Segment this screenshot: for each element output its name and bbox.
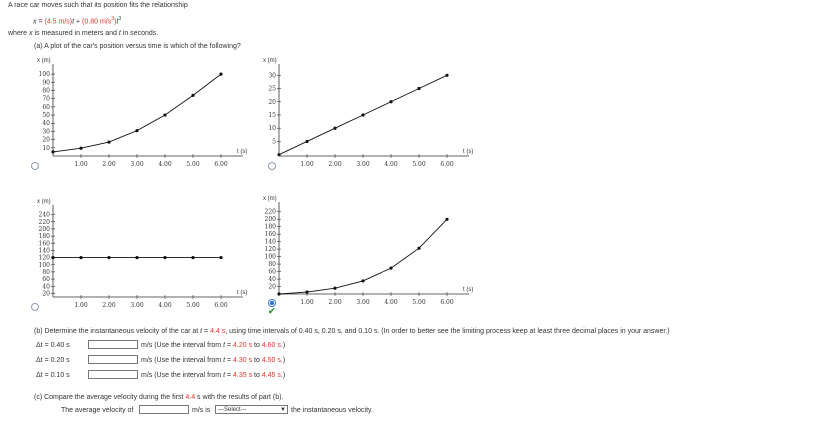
intro-text: A race car moves such that its position fits the relationship: [8, 2, 188, 9]
data-point: [79, 147, 82, 150]
y-tick-label: 80: [42, 268, 50, 276]
delta-t-label: Δt = 0.40 s: [36, 342, 70, 349]
y-tick-label: 5: [272, 138, 276, 146]
data-point: [135, 256, 138, 259]
data-point: [107, 140, 110, 143]
x-tick-label: 3.00: [356, 161, 370, 168]
x-axis-label: t (s): [463, 287, 474, 293]
x-tick-label: 2.00: [328, 299, 342, 306]
data-point: [79, 256, 82, 259]
y-axis-label: x (m): [263, 58, 277, 64]
y-axis-label: x (m): [37, 199, 51, 205]
chevron-down-icon: ▼: [280, 407, 286, 413]
y-tick-label: 240: [38, 211, 50, 219]
x-tick-label: 1.00: [300, 299, 314, 306]
data-point: [51, 256, 54, 259]
x-axis-label: t (s): [463, 149, 474, 155]
y-tick-label: 20: [42, 290, 50, 298]
average-velocity-input[interactable]: [139, 405, 189, 414]
data-point: [417, 87, 420, 90]
x-tick-label: 6.00: [214, 302, 228, 309]
x-tick-label: 4.00: [158, 302, 172, 309]
y-tick-label: 100: [264, 253, 276, 261]
x-tick-label: 2.00: [102, 302, 116, 309]
y-tick-label: 60: [42, 103, 50, 111]
data-point: [389, 267, 392, 270]
y-tick-label: 160: [264, 231, 276, 239]
velocity-input-2[interactable]: [88, 355, 138, 364]
radio-option-a[interactable]: [31, 162, 39, 170]
x-tick-label: 1.00: [74, 161, 88, 168]
data-point: [51, 150, 54, 153]
x-tick-label: 1.00: [74, 302, 88, 309]
y-tick-label: 20: [42, 136, 50, 144]
y-tick-label: 140: [38, 247, 50, 255]
y-tick-label: 40: [42, 283, 50, 291]
y-tick-label: 90: [42, 79, 50, 87]
x-tick-label: 3.00: [356, 299, 370, 306]
graph-option-b: [261, 52, 476, 170]
series-line: [279, 219, 447, 294]
interval-note: m/s (Use the interval from t = 4.30 s to 4.50 s.): [141, 357, 286, 364]
part-c-unit: m/s is: [192, 407, 211, 414]
y-tick-label: 10: [268, 125, 276, 133]
y-tick-label: 60: [42, 276, 50, 284]
correct-check-icon: ✔: [268, 306, 276, 316]
x-tick-label: 6.00: [440, 161, 454, 168]
y-tick-label: 120: [38, 254, 50, 262]
y-tick-label: 60: [268, 268, 276, 276]
x-tick-label: 5.00: [186, 161, 200, 168]
part-a-question: (a) A plot of the car's position versus time is which of the following?: [34, 43, 241, 50]
radio-option-b[interactable]: [268, 162, 276, 170]
x-tick-label: 4.00: [158, 161, 172, 168]
data-point: [305, 290, 308, 293]
x-tick-label: 6.00: [214, 161, 228, 168]
y-tick-label: 20: [268, 283, 276, 291]
data-point: [163, 113, 166, 116]
x-tick-label: 5.00: [412, 161, 426, 168]
y-tick-label: 10: [42, 144, 50, 152]
y-tick-label: 40: [42, 120, 50, 128]
y-tick-label: 25: [268, 85, 276, 93]
units-note: where x is measured in meters and t in seconds.: [8, 30, 159, 37]
x-tick-label: 5.00: [186, 302, 200, 309]
y-tick-label: 15: [268, 111, 276, 119]
data-point: [305, 140, 308, 143]
delta-t-label: Δt = 0.10 s: [36, 372, 70, 379]
interval-note: m/s (Use the interval from t = 4.20 s to 4.60 s.): [141, 342, 286, 349]
graph-option-a: [35, 52, 250, 170]
y-tick-label: 70: [42, 95, 50, 103]
data-point: [107, 256, 110, 259]
radio-option-c[interactable]: [31, 303, 39, 311]
y-tick-label: 80: [268, 261, 276, 269]
y-tick-label: 220: [264, 208, 276, 216]
comparison-select[interactable]: [215, 405, 288, 414]
y-tick-label: 140: [264, 238, 276, 246]
y-tick-label: 100: [38, 261, 50, 269]
y-tick-label: 100: [38, 71, 50, 79]
y-axis-label: x (m): [263, 196, 277, 202]
data-point: [445, 74, 448, 77]
x-tick-label: 4.00: [384, 161, 398, 168]
delta-t-label: Δt = 0.20 s: [36, 357, 70, 364]
data-point: [333, 127, 336, 130]
y-tick-label: 20: [268, 98, 276, 106]
data-point: [219, 72, 222, 75]
y-tick-label: 180: [264, 223, 276, 231]
data-point: [361, 279, 364, 282]
x-tick-label: 2.00: [102, 161, 116, 168]
data-point: [389, 100, 392, 103]
series-line: [53, 74, 221, 152]
velocity-input-1[interactable]: [88, 340, 138, 349]
part-c-after: the instantaneous velocity.: [291, 407, 373, 414]
position-equation: x = (4.5 m/s)t + (0.80 $m/s^3)t^3$: [33, 16, 122, 26]
part-b-question: (b) Determine the instantaneous velocity of the car at t = 4.4 s, using time intervals of 0.40 s, 0.20 s, and 0.10 s. (In order to better see the limiting process keep at least three decimal places in your answer.): [34, 328, 670, 335]
data-point: [445, 218, 448, 221]
y-axis-label: x (m): [37, 58, 51, 64]
graph-option-c: [35, 193, 250, 311]
data-point: [163, 256, 166, 259]
y-tick-label: 30: [42, 128, 50, 136]
data-point: [361, 113, 364, 116]
data-point: [219, 256, 222, 259]
y-tick-label: 200: [264, 216, 276, 224]
y-tick-label: 180: [38, 233, 50, 241]
data-point: [135, 129, 138, 132]
data-point: [191, 94, 194, 97]
y-tick-label: 30: [268, 72, 276, 80]
y-tick-label: 120: [264, 246, 276, 254]
x-tick-label: 1.00: [300, 161, 314, 168]
data-point: [417, 247, 420, 250]
x-tick-label: 6.00: [440, 299, 454, 306]
velocity-input-3[interactable]: [88, 370, 138, 379]
y-tick-label: 220: [38, 218, 50, 226]
y-tick-label: 160: [38, 240, 50, 248]
y-tick-label: 200: [38, 225, 50, 233]
x-tick-label: 3.00: [130, 302, 144, 309]
x-tick-label: 2.00: [328, 161, 342, 168]
y-tick-label: 80: [42, 87, 50, 95]
interval-note: m/s (Use the interval from t = 4.35 s to 4.45 s.): [141, 372, 286, 379]
y-tick-label: 50: [42, 112, 50, 120]
data-point: [277, 292, 280, 295]
x-tick-label: 4.00: [384, 299, 398, 306]
data-point: [277, 153, 280, 156]
data-point: [333, 287, 336, 290]
comparison-select-value: ---Select---: [218, 407, 247, 413]
x-axis-label: t (s): [237, 149, 248, 155]
y-tick-label: 40: [268, 276, 276, 284]
data-point: [191, 256, 194, 259]
part-c-question: (c) Compare the average velocity during the first 4.4 s with the results of part (b).: [34, 394, 284, 401]
x-tick-label: 3.00: [130, 161, 144, 168]
part-c-label: The average velocity of: [61, 407, 134, 414]
x-tick-label: 5.00: [412, 299, 426, 306]
graph-option-d: [261, 190, 476, 308]
x-axis-label: t (s): [237, 290, 248, 296]
